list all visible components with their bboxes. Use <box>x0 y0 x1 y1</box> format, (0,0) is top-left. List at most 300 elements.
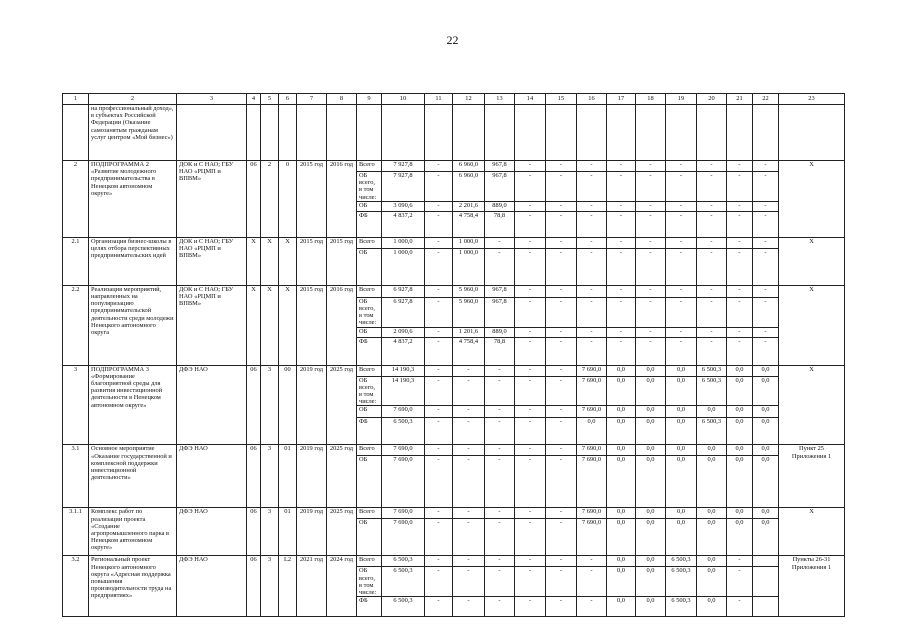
header-cell: 7 <box>297 94 327 105</box>
amount-cell: 1 000,0 <box>453 237 485 248</box>
amount-cell: - <box>666 285 697 297</box>
amount-cell: - <box>485 237 515 248</box>
cell-empty <box>382 105 425 161</box>
code-cell: 06 <box>247 161 261 238</box>
header-cell: 16 <box>577 94 607 105</box>
row-number: 2.2 <box>63 285 89 365</box>
code-cell: L2 <box>279 556 297 617</box>
amount-cell: - <box>636 237 666 248</box>
amount-cell: - <box>425 327 453 337</box>
header-cell: 6 <box>279 94 297 105</box>
amount-cell: - <box>697 211 727 237</box>
amount-cell: 0,0 <box>727 406 753 418</box>
amount-cell: - <box>607 285 636 297</box>
funding-source: ОБ <box>357 248 382 285</box>
amount-cell: 0,0 <box>666 456 697 508</box>
amount-cell: - <box>546 297 577 327</box>
amount-cell: - <box>666 327 697 337</box>
cell-empty <box>577 105 607 161</box>
funding-source: ОБ <box>357 201 382 211</box>
amount-cell: - <box>515 327 546 337</box>
amount-cell: - <box>753 211 779 237</box>
amount-cell: - <box>607 201 636 211</box>
row-number: 2.1 <box>63 237 89 285</box>
funding-source: ОБ <box>357 327 382 337</box>
continuation-row <box>63 105 845 161</box>
amount-cell: 7 690,0 <box>577 376 607 406</box>
amount-cell: 0,0 <box>753 418 779 445</box>
amount-cell: - <box>515 519 546 556</box>
header-cell: 21 <box>727 94 753 105</box>
row-number: 3.1 <box>63 445 89 508</box>
amount-cell: - <box>697 237 727 248</box>
amount-cell: - <box>666 248 697 285</box>
amount-cell: - <box>425 376 453 406</box>
end-year: 2025 год <box>327 508 357 556</box>
header-cell: 5 <box>261 94 279 105</box>
amount-cell: - <box>515 508 546 519</box>
amount-cell: - <box>607 161 636 172</box>
amount-cell: - <box>546 597 577 617</box>
amount-cell: 1 201,6 <box>453 327 485 337</box>
funding-source: ОБ <box>357 406 382 418</box>
funding-source: Всего <box>357 445 382 456</box>
continuation-text: на профессиональный доход», в субъектах Российской Федерации (Оказание самозанятым гражданам услуг центром «Мой бизнес») <box>89 105 177 161</box>
amount-cell: - <box>485 556 515 567</box>
amount-cell: 7 927,8 <box>382 172 425 202</box>
amount-cell: - <box>636 327 666 337</box>
code-cell: X <box>261 237 279 285</box>
header-cell: 12 <box>453 94 485 105</box>
amount-cell: - <box>515 365 546 376</box>
amount-cell: 0,0 <box>636 508 666 519</box>
amount-cell: - <box>636 172 666 202</box>
amount-cell: 6 927,8 <box>382 297 425 327</box>
header-cell: 4 <box>247 94 261 105</box>
amount-cell: 967,8 <box>485 161 515 172</box>
amount-cell: - <box>485 406 515 418</box>
activity-name: Организация бизнес-школы в целях отбора перспективных предпринимательских идей <box>89 237 177 285</box>
cell-empty <box>261 105 279 161</box>
executor: ДФЭ НАО <box>177 445 247 508</box>
amount-cell: - <box>546 201 577 211</box>
amount-cell: 889,0 <box>485 201 515 211</box>
header-cell: 20 <box>697 94 727 105</box>
amount-cell: - <box>727 201 753 211</box>
amount-cell: 7 927,8 <box>382 161 425 172</box>
cell-empty <box>546 105 577 161</box>
amount-cell: - <box>546 445 577 456</box>
amount-cell: 0,0 <box>636 365 666 376</box>
code-cell: 2 <box>261 161 279 238</box>
note-cell: X <box>779 285 845 365</box>
amount-cell: - <box>453 365 485 376</box>
table-row <box>63 161 845 172</box>
amount-cell: - <box>666 172 697 202</box>
executor: ДФЭ НАО <box>177 556 247 617</box>
amount-cell: 4 837,2 <box>382 211 425 237</box>
funding-source: ОБ всего, в том числе: <box>357 172 382 202</box>
amount-cell: 7 690,0 <box>382 445 425 456</box>
amount-cell: 0,0 <box>636 418 666 445</box>
amount-cell: 6 500,3 <box>382 597 425 617</box>
amount-cell: 0,0 <box>666 376 697 406</box>
amount-cell: - <box>425 365 453 376</box>
header-cell: 22 <box>753 94 779 105</box>
amount-cell: - <box>546 327 577 337</box>
amount-cell: 3 090,6 <box>382 201 425 211</box>
amount-cell: 0,0 <box>607 508 636 519</box>
amount-cell: - <box>727 248 753 285</box>
amount-cell: - <box>485 519 515 556</box>
amount-cell: - <box>425 567 453 597</box>
amount-cell: - <box>546 337 577 365</box>
amount-cell: - <box>666 161 697 172</box>
amount-cell: 7 690,0 <box>577 406 607 418</box>
amount-cell: - <box>753 248 779 285</box>
amount-cell: - <box>515 211 546 237</box>
amount-cell: - <box>453 508 485 519</box>
amount-cell: 0,0 <box>607 418 636 445</box>
amount-cell: - <box>636 337 666 365</box>
amount-cell: - <box>515 337 546 365</box>
start-year: 2019 год <box>297 508 327 556</box>
amount-cell: - <box>577 327 607 337</box>
amount-cell: - <box>485 508 515 519</box>
amount-cell: - <box>425 508 453 519</box>
amount-cell: 7 690,0 <box>577 508 607 519</box>
amount-cell: 6 500,3 <box>697 376 727 406</box>
amount-cell: 6 500,3 <box>382 418 425 445</box>
code-cell: 06 <box>247 445 261 508</box>
activity-name: Реализация мероприятий, направленных на популяризацию предпринимательской деятельности среди молодежи Ненецкого автономного округа <box>89 285 177 365</box>
table-row <box>63 285 845 297</box>
amount-cell: 0,0 <box>666 519 697 556</box>
amount-cell: - <box>425 201 453 211</box>
amount-cell: - <box>453 519 485 556</box>
amount-cell: - <box>546 172 577 202</box>
amount-cell <box>753 567 779 597</box>
table-row <box>63 445 845 456</box>
amount-cell: - <box>515 556 546 567</box>
amount-cell: 0,0 <box>607 376 636 406</box>
amount-cell: - <box>577 337 607 365</box>
cell-empty <box>177 105 247 161</box>
header-cell: 2 <box>89 94 177 105</box>
table-row <box>63 508 845 519</box>
header-cell: 17 <box>607 94 636 105</box>
amount-cell: 7 690,0 <box>577 519 607 556</box>
amount-cell: 7 690,0 <box>382 406 425 418</box>
amount-cell: - <box>485 597 515 617</box>
header-cell: 1 <box>63 94 89 105</box>
amount-cell: 0,0 <box>697 597 727 617</box>
amount-cell: 2 201,6 <box>453 201 485 211</box>
activity-name: ПОДПРОГРАММА 2 «Развитие молодежного предпринимательства в Ненецком автономном округе» <box>89 161 177 238</box>
code-cell: X <box>279 285 297 365</box>
amount-cell: 0,0 <box>753 445 779 456</box>
amount-cell: - <box>577 556 607 567</box>
amount-cell: - <box>425 211 453 237</box>
note-cell: X <box>779 161 845 238</box>
amount-cell: 0,0 <box>636 519 666 556</box>
amount-cell: - <box>515 248 546 285</box>
amount-cell: 0,0 <box>636 567 666 597</box>
cell-empty <box>357 105 382 161</box>
funding-source: Всего <box>357 365 382 376</box>
amount-cell: - <box>753 297 779 327</box>
amount-cell: - <box>636 211 666 237</box>
amount-cell: - <box>636 161 666 172</box>
amount-cell: - <box>425 337 453 365</box>
amount-cell: - <box>577 285 607 297</box>
amount-cell: - <box>425 161 453 172</box>
amount-cell: - <box>727 297 753 327</box>
end-year: 2025 год <box>327 365 357 445</box>
cell-empty <box>297 105 327 161</box>
amount-cell: 0,0 <box>697 556 727 567</box>
amount-cell: 0,0 <box>607 406 636 418</box>
amount-cell: - <box>577 172 607 202</box>
funding-source: ОБ всего, в том числе: <box>357 567 382 597</box>
amount-cell: 7 690,0 <box>382 519 425 556</box>
amount-cell: - <box>577 597 607 617</box>
note-cell: Пункты 26-31 Приложения 1 <box>779 556 845 617</box>
amount-cell: 0,0 <box>697 406 727 418</box>
amount-cell: 889,0 <box>485 327 515 337</box>
amount-cell: - <box>727 211 753 237</box>
amount-cell: - <box>515 567 546 597</box>
amount-cell: 0,0 <box>697 445 727 456</box>
amount-cell: - <box>666 337 697 365</box>
amount-cell: 0,0 <box>607 456 636 508</box>
amount-cell: - <box>577 201 607 211</box>
amount-cell: - <box>453 597 485 617</box>
amount-cell: - <box>515 406 546 418</box>
amount-cell: - <box>607 248 636 285</box>
amount-cell: - <box>753 285 779 297</box>
amount-cell: - <box>753 161 779 172</box>
code-cell: 01 <box>279 508 297 556</box>
header-cell: 8 <box>327 94 357 105</box>
amount-cell: - <box>727 597 753 617</box>
amount-cell: 0,0 <box>636 456 666 508</box>
cell-empty <box>63 105 89 161</box>
header-cell: 14 <box>515 94 546 105</box>
amount-cell: - <box>515 237 546 248</box>
amount-cell: 0,0 <box>636 597 666 617</box>
header-cell: 3 <box>177 94 247 105</box>
cell-empty <box>636 105 666 161</box>
code-cell: 01 <box>279 445 297 508</box>
amount-cell: - <box>425 406 453 418</box>
amount-cell: 967,8 <box>485 172 515 202</box>
note-cell: X <box>779 237 845 285</box>
amount-cell: - <box>666 201 697 211</box>
amount-cell: - <box>636 285 666 297</box>
funding-source: ОБ <box>357 519 382 556</box>
header-cell: 19 <box>666 94 697 105</box>
amount-cell: 6 500,3 <box>697 418 727 445</box>
amount-cell: - <box>577 248 607 285</box>
amount-cell: 0,0 <box>727 508 753 519</box>
funding-source: ФБ <box>357 418 382 445</box>
end-year: 2015 год <box>327 237 357 285</box>
header-cell: 9 <box>357 94 382 105</box>
executor: ДФЭ НАО <box>177 365 247 445</box>
header-cell: 15 <box>546 94 577 105</box>
amount-cell: 0,0 <box>697 508 727 519</box>
funding-source: ОБ <box>357 456 382 508</box>
start-year: 2019 год <box>297 365 327 445</box>
row-number: 3.2 <box>63 556 89 617</box>
amount-cell: 6 960,0 <box>453 172 485 202</box>
amount-cell: 0,0 <box>727 365 753 376</box>
amount-cell: - <box>515 201 546 211</box>
funding-source: ОБ всего, в том числе: <box>357 297 382 327</box>
amount-cell: - <box>727 327 753 337</box>
amount-cell: - <box>666 237 697 248</box>
amount-cell: 1 000,0 <box>382 237 425 248</box>
amount-cell: 0,0 <box>607 597 636 617</box>
amount-cell: - <box>453 556 485 567</box>
amount-cell: - <box>577 237 607 248</box>
amount-cell: 0,0 <box>666 445 697 456</box>
amount-cell: - <box>577 211 607 237</box>
amount-cell: - <box>546 567 577 597</box>
amount-cell: 0,0 <box>697 519 727 556</box>
amount-cell: - <box>697 172 727 202</box>
amount-cell: - <box>515 597 546 617</box>
amount-cell: 0,0 <box>666 406 697 418</box>
amount-cell: - <box>425 172 453 202</box>
amount-cell: - <box>753 337 779 365</box>
amount-cell: 4 837,2 <box>382 337 425 365</box>
amount-cell: 0,0 <box>753 456 779 508</box>
amount-cell: - <box>546 285 577 297</box>
amount-cell: - <box>453 445 485 456</box>
header-cell: 13 <box>485 94 515 105</box>
amount-cell: - <box>515 172 546 202</box>
amount-cell: 7 690,0 <box>382 508 425 519</box>
funding-source: ФБ <box>357 337 382 365</box>
amount-cell: - <box>727 567 753 597</box>
executor: ДФЭ НАО <box>177 508 247 556</box>
activity-name: Региональный проект Ненецкого автономного округа «Адресная поддержка повышения производительности труда на предприятиях» <box>89 556 177 617</box>
amount-cell: - <box>697 201 727 211</box>
cell-empty <box>425 105 453 161</box>
amount-cell: - <box>515 297 546 327</box>
amount-cell: 0,0 <box>636 376 666 406</box>
amount-cell: 4 758,4 <box>453 337 485 365</box>
amount-cell: - <box>727 556 753 567</box>
amount-cell: 0,0 <box>636 556 666 567</box>
amount-cell: - <box>697 248 727 285</box>
amount-cell: - <box>697 297 727 327</box>
amount-cell: - <box>425 519 453 556</box>
code-cell: 0 <box>279 161 297 238</box>
code-cell: X <box>247 285 261 365</box>
amount-cell: 2 090,6 <box>382 327 425 337</box>
amount-cell: - <box>425 248 453 285</box>
table-row <box>63 556 845 567</box>
amount-cell: 7 690,0 <box>577 445 607 456</box>
amount-cell: 967,8 <box>485 285 515 297</box>
executor: ДОК и С НАО; ГБУ НАО «РЦМП и ВПВМ» <box>177 237 247 285</box>
row-number: 2 <box>63 161 89 238</box>
amount-cell: - <box>753 327 779 337</box>
table-row <box>63 365 845 376</box>
amount-cell: 967,8 <box>485 297 515 327</box>
cell-empty <box>666 105 697 161</box>
amount-cell: - <box>425 556 453 567</box>
end-year: 2024 год <box>327 556 357 617</box>
amount-cell: - <box>546 519 577 556</box>
amount-cell: - <box>485 365 515 376</box>
amount-cell: - <box>425 285 453 297</box>
amount-cell: - <box>546 406 577 418</box>
amount-cell: - <box>697 327 727 337</box>
amount-cell: 0,0 <box>727 418 753 445</box>
amount-cell: - <box>425 418 453 445</box>
amount-cell: 0,0 <box>607 567 636 597</box>
activity-name: Основное мероприятие «Оказание государственной и комплексной поддержки инвестиционной деятельности» <box>89 445 177 508</box>
amount-cell: 0,0 <box>666 365 697 376</box>
cell-empty <box>515 105 546 161</box>
amount-cell: 0,0 <box>753 508 779 519</box>
amount-cell: 7 690,0 <box>577 456 607 508</box>
code-cell: 3 <box>261 445 279 508</box>
code-cell: X <box>279 237 297 285</box>
amount-cell: 6 500,3 <box>666 567 697 597</box>
code-cell: 3 <box>261 365 279 445</box>
amount-cell: 0,0 <box>636 445 666 456</box>
amount-cell: - <box>485 418 515 445</box>
amount-cell: - <box>485 376 515 406</box>
amount-cell: 5 960,0 <box>453 285 485 297</box>
end-year: 2016 год <box>327 161 357 238</box>
amount-cell: - <box>515 445 546 456</box>
amount-cell: - <box>546 237 577 248</box>
amount-cell: - <box>485 445 515 456</box>
code-cell: 3 <box>261 556 279 617</box>
amount-cell: - <box>636 201 666 211</box>
executor: ДОК и С НАО; ГБУ НАО «РЦМП и ВПВМ» <box>177 285 247 365</box>
amount-cell: 1 000,0 <box>453 248 485 285</box>
amount-cell: - <box>453 418 485 445</box>
executor: ДОК и С НАО; ГБУ НАО «РЦМП и ВПВМ» <box>177 161 247 238</box>
code-cell: X <box>247 237 261 285</box>
amount-cell: 0,0 <box>727 376 753 406</box>
cell-empty <box>327 105 357 161</box>
amount-cell: - <box>546 456 577 508</box>
amount-cell: 0,0 <box>727 519 753 556</box>
amount-cell: - <box>515 456 546 508</box>
amount-cell: 0,0 <box>666 508 697 519</box>
amount-cell: - <box>453 456 485 508</box>
cell-empty <box>697 105 727 161</box>
amount-cell: 5 960,0 <box>453 297 485 327</box>
amount-cell: - <box>546 248 577 285</box>
note-cell: X <box>779 365 845 445</box>
page-number: 22 <box>446 33 459 47</box>
amount-cell: 6 500,3 <box>382 567 425 597</box>
amount-cell: 0,0 <box>697 456 727 508</box>
note-cell: Пункт 25 Приложения 1 <box>779 445 845 508</box>
activity-name: Комплекс работ по реализации проекта «Создание агропромышленного парка в Ненецком автономном округе» <box>89 508 177 556</box>
end-year: 2025 год <box>327 445 357 508</box>
start-year: 2015 год <box>297 161 327 238</box>
